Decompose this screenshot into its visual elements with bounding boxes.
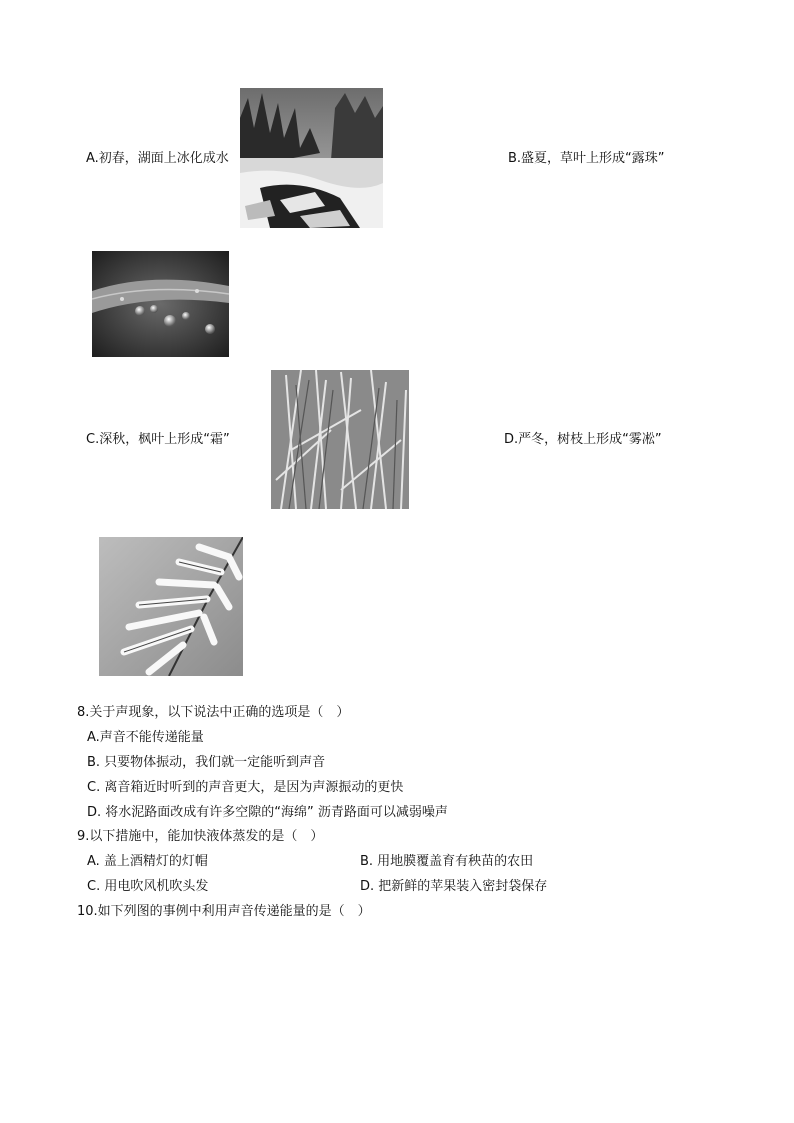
option-d-label: D.严冬，树枝上形成“雾凇” [504, 432, 662, 447]
dew-drops-leaf-photo [92, 251, 229, 357]
question-8-option-d: D. 将水泥路面改成有许多空隙的“海绵” 沥青路面可以减弱噪声 [87, 805, 448, 820]
question-9-option-c: C. 用电吹风机吹头发 [87, 879, 209, 894]
question-9-option-d: D. 把新鲜的苹果装入密封袋保存 [360, 879, 548, 894]
question-9-option-b: B. 用地膜覆盖育有秧苗的农田 [360, 854, 534, 869]
frost-grass-photo [271, 370, 409, 509]
question-9-option-a: A. 盖上酒精灯的灯帽 [87, 854, 208, 869]
melting-ice-lake-photo [240, 88, 383, 228]
question-9-stem: 9.以下措施中，能加快液体蒸发的是（ ） [77, 829, 324, 844]
option-a-label: A.初春，湖面上冰化成水 [86, 151, 229, 166]
question-8-option-b: B. 只要物体振动，我们就一定能听到声音 [87, 755, 326, 770]
question-8-stem: 8.关于声现象，以下说法中正确的选项是（ ） [77, 705, 350, 720]
question-10-stem: 10.如下列图的事例中利用声音传递能量的是（ ） [77, 904, 371, 919]
rime-branch-photo [99, 537, 243, 676]
option-b-label: B.盛夏，草叶上形成“露珠” [508, 151, 665, 166]
option-c-label: C.深秋，枫叶上形成“霜” [86, 432, 230, 447]
question-8-option-a: A.声音不能传递能量 [87, 730, 204, 745]
question-8-option-c: C. 离音箱近时听到的声音更大，是因为声源振动的更快 [87, 780, 404, 795]
